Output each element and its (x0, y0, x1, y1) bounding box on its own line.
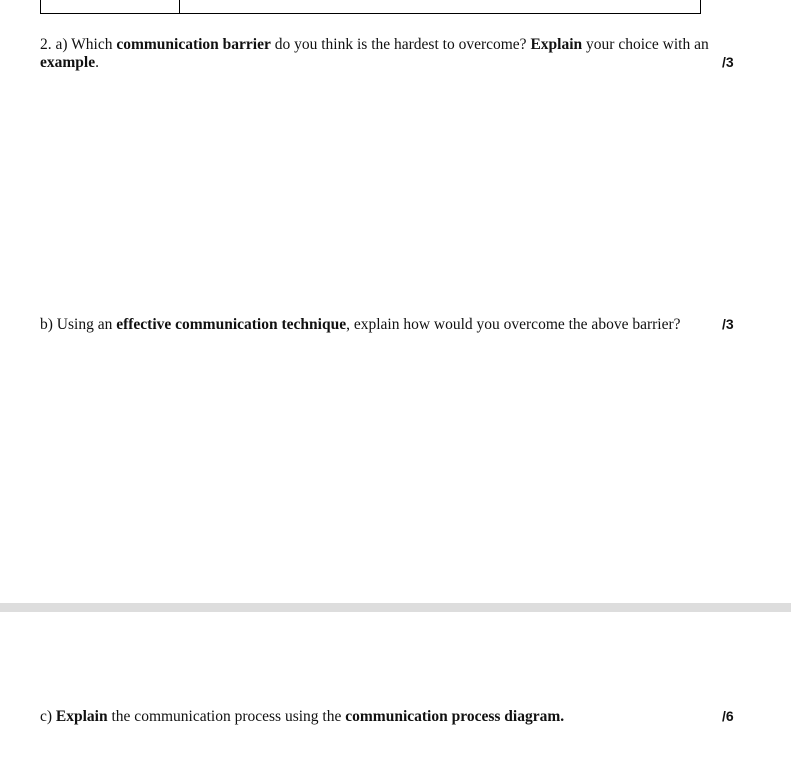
question-2a-line-2 (40, 54, 99, 72)
question-2c-keyword-diagram: communication process diagram (345, 708, 561, 725)
question-2c-prefix: c) (40, 708, 53, 725)
question-2b-prefix: b) Using an (40, 316, 113, 333)
table-bottom-edge (40, 0, 701, 14)
question-2a-mid: do you think is the hardest to overcome? (274, 36, 527, 53)
question-2c-keyword-explain: Explain (55, 708, 108, 725)
question-2a-keyword-explain: Explain (530, 36, 583, 53)
question-2b-keyword-technique: effective communication technique (116, 316, 347, 333)
question-2a (40, 36, 740, 54)
page-separator (0, 603, 791, 612)
question-2b-marks: /3 (722, 316, 734, 332)
table-column-divider (179, 0, 180, 14)
worksheet-page-2 (0, 612, 791, 766)
question-2a-prefix: a) Which (55, 36, 113, 53)
question-2c (40, 708, 680, 726)
question-number: 2. (40, 36, 52, 53)
question-2a-marks: /3 (722, 54, 734, 70)
question-2a-period: . (95, 54, 99, 71)
question-2c-period: . (560, 708, 565, 725)
question-2c-marks: /6 (722, 708, 734, 724)
question-2a-keyword-barrier: communication barrier (116, 36, 271, 53)
question-2a-keyword-example: example (40, 54, 96, 71)
question-2b (40, 316, 720, 334)
question-2a-suffix: your choice with an (586, 36, 709, 53)
question-2c-mid: the communication process using the (111, 708, 342, 725)
question-2b-suffix: , explain how would you overcome the above barrier? (346, 316, 681, 333)
